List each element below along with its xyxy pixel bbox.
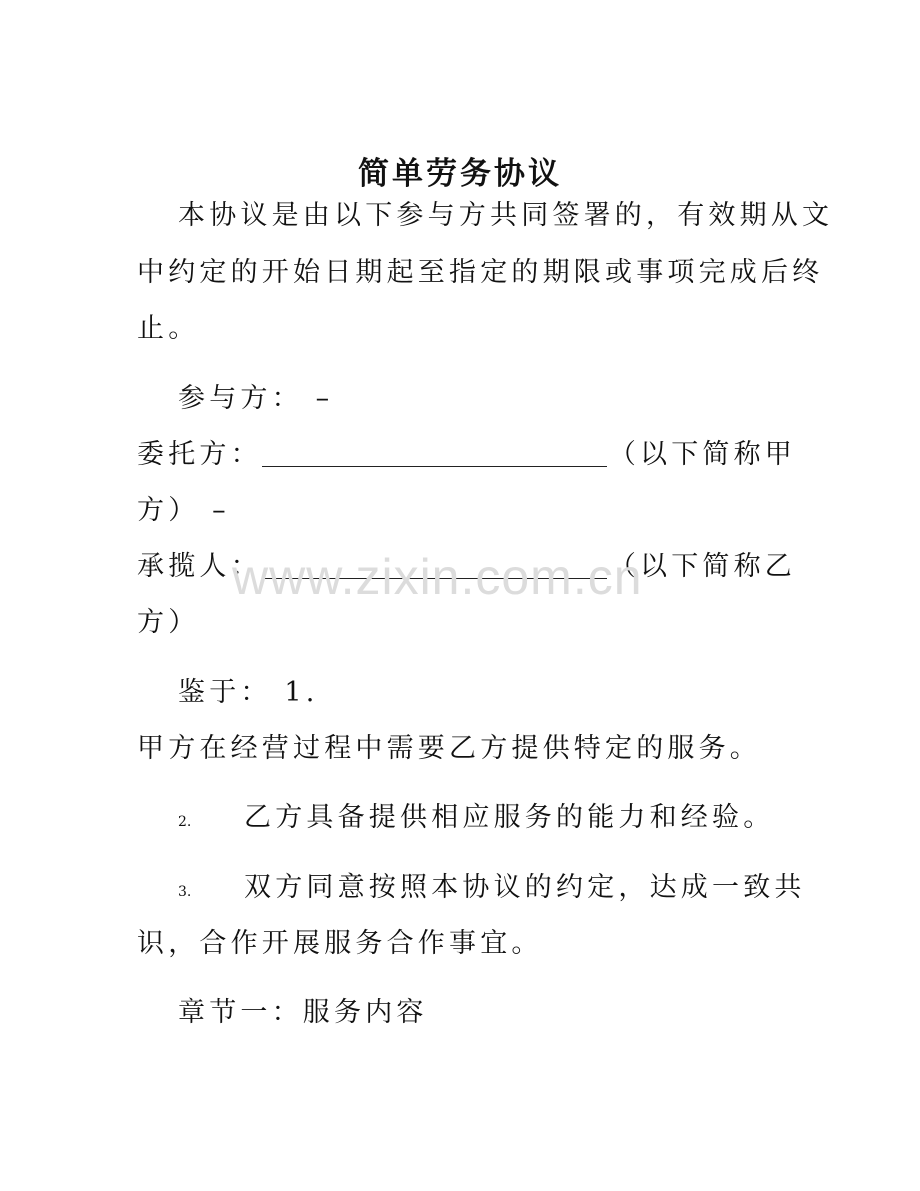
chapter-1-heading: 章节一：服务内容: [178, 997, 428, 1028]
client-name-blank[interactable]: [262, 440, 607, 467]
contractor-label: 承揽人：: [137, 551, 262, 582]
intro-line-2: 中约定的开始日期起至指定的期限或事项完成后终: [137, 257, 824, 288]
contractor-suffix: （以下简称乙: [608, 551, 797, 582]
whereas-item-3-number: 3.: [178, 884, 192, 900]
whereas-heading: 鉴于： 1.: [178, 677, 319, 708]
client-line: [137, 439, 796, 471]
document-title: 简单劳务协议: [358, 156, 562, 192]
client-label: 委托方：: [137, 439, 262, 470]
parties-heading: 参与方： –: [178, 383, 334, 414]
whereas-item-1: 甲方在经营过程中需要乙方提供特定的服务。: [137, 733, 761, 764]
whereas-item-2: 乙方具备提供相应服务的能力和经验。: [244, 802, 775, 833]
client-suffix-cont: 方） –: [137, 495, 230, 526]
whereas-item-3-line-2: 识，合作开展服务合作事宜。: [137, 928, 543, 959]
contractor-suffix-cont: 方）: [137, 607, 200, 638]
contractor-line: [137, 551, 796, 583]
client-suffix: （以下简称甲: [608, 439, 797, 470]
contractor-name-blank[interactable]: [262, 552, 607, 579]
whereas-item-2-number: 2.: [178, 814, 192, 830]
watermark: www.zixin.com.cn: [232, 549, 643, 605]
whereas-item-3-line-1: 双方同意按照本协议的约定，达成一致共: [244, 872, 806, 903]
intro-line-1: 本协议是由以下参与方共同签署的，有效期从文: [178, 200, 834, 231]
intro-line-3: 止。: [137, 313, 200, 344]
